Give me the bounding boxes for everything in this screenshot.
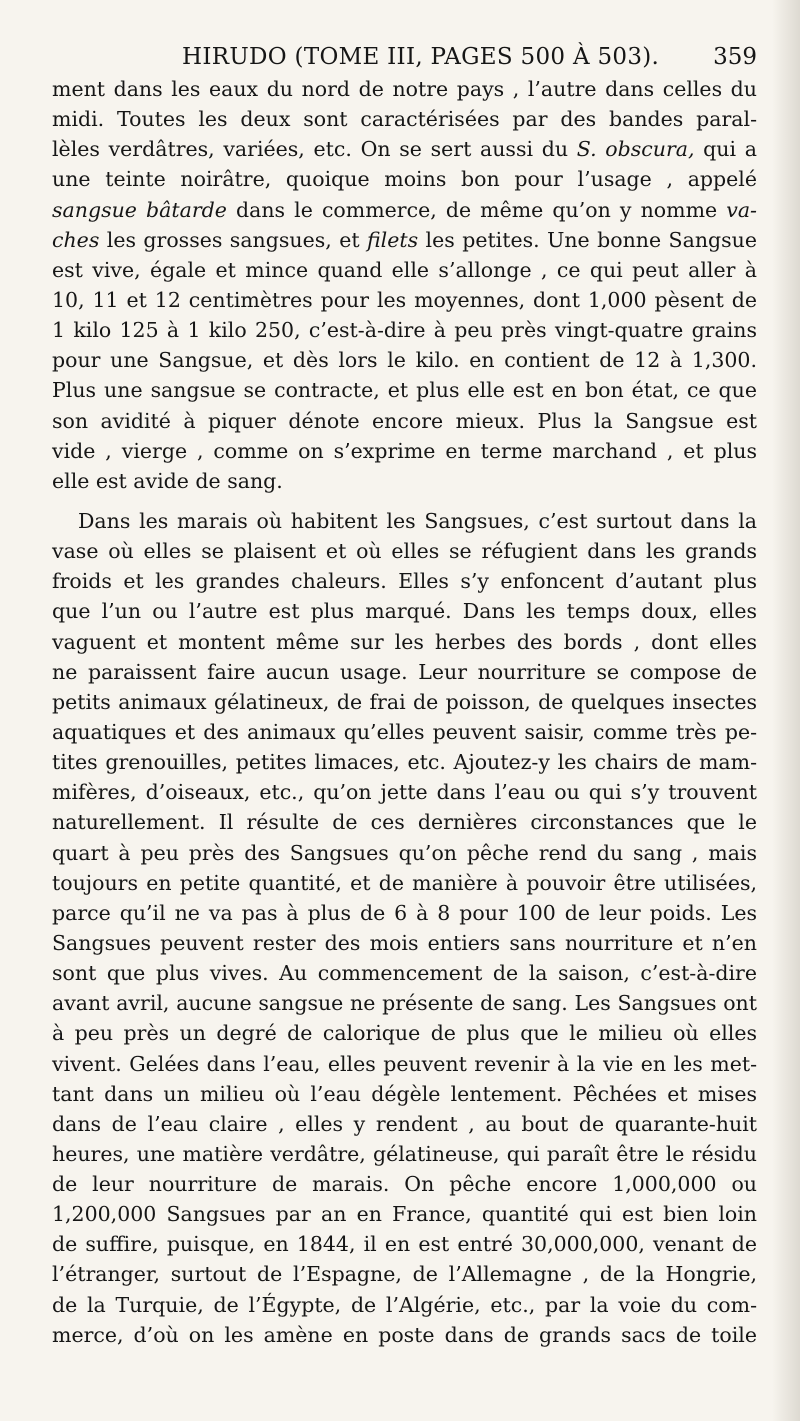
- running-title: HIRUDO (TOME III, PAGES 500 À 503).: [182, 44, 660, 70]
- text-run: avant avril, aucune sangsue ne présente de sang. Les Sangsues ont: [52, 991, 757, 1016]
- body-text: [52, 74, 757, 1350]
- text-run: parce qu’il ne va pas à plus de 6 à 8 pour 100 de leur poids. Les: [52, 900, 757, 925]
- text-line: [52, 898, 757, 928]
- text-line: [52, 1109, 757, 1139]
- text-line: [52, 777, 757, 807]
- text-run: vase où elles se plaisent et où elles se réfugient dans les grands: [52, 539, 757, 564]
- text-line: [52, 988, 757, 1018]
- text-run: toujours en petite quantité, et de manière à pouvoir être utilisées,: [52, 870, 757, 895]
- text-line: [52, 627, 757, 657]
- text-run: pour une Sangsue, et dès lors le kilo. en contient de 12 à 1,300.: [52, 348, 757, 373]
- text-line: [52, 596, 757, 626]
- text-line: [52, 1169, 757, 1199]
- text-line: [52, 436, 757, 466]
- text-line: [52, 566, 757, 596]
- text-run: froids et les grandes chaleurs. Elles s’y enfoncent d’autant plus: [52, 569, 757, 594]
- text-run: vaguent et montent même sur les herbes des bords , dont elles: [52, 629, 757, 654]
- text-run: lèles verdâtres, variées, etc. On se sert aussi du: [52, 137, 577, 162]
- text-run: vivent. Gelées dans l’eau, elles peuvent revenir à la vie en les met-: [52, 1051, 757, 1076]
- text-run: qui a: [694, 137, 757, 162]
- text-run: Dans les marais où habitent les Sangsues, c’est surtout dans la: [78, 508, 757, 533]
- text-line: [52, 285, 757, 315]
- text-line: [52, 1259, 757, 1289]
- text-run: midi. Toutes les deux sont caractérisées par des bandes paral-: [52, 107, 757, 132]
- text-run: est vive, égale et mince quand elle s’allonge , ce qui peut aller à: [52, 257, 757, 282]
- text-line: [52, 747, 757, 777]
- text-run: de la Turquie, de l’Égypte, de l’Algérie, etc., par la voie du com-: [52, 1292, 757, 1317]
- text-line: [52, 1049, 757, 1079]
- text-line: [52, 506, 757, 536]
- text-run: de suffire, puisque, en 1844, il en est entré 30,000,000, venant de: [52, 1232, 757, 1257]
- text-run: dans de l’eau claire , elles y rendent , au bout de quarante-huit: [52, 1111, 757, 1136]
- text-run: heures, une matière verdâtre, gélatineuse, qui paraît être le résidu: [52, 1141, 757, 1166]
- text-line: [52, 1199, 757, 1229]
- text-line: [52, 406, 757, 436]
- text-run: dans le commerce, de même qu’on y nomme: [226, 197, 727, 222]
- text-line: [52, 134, 757, 164]
- text-line: [52, 838, 757, 868]
- paragraph-gap: [52, 496, 757, 506]
- text-line: [52, 807, 757, 837]
- text-line: [52, 958, 757, 988]
- text-run: 1 kilo 125 à 1 kilo 250, c’est-à-dire à peu près vingt-quatre grains: [52, 318, 757, 343]
- text-line: [52, 345, 757, 375]
- text-line: [52, 1229, 757, 1259]
- text-line: [52, 104, 757, 134]
- text-line: [52, 1018, 757, 1048]
- text-line: [52, 536, 757, 566]
- italic-text-run: S. obscura,: [576, 137, 695, 162]
- text-run: ne paraissent faire aucun usage. Leur nourriture se compose de: [52, 659, 757, 684]
- text-line: [52, 1139, 757, 1169]
- text-run: les grosses sangsues, et: [99, 227, 367, 252]
- text-line: [52, 466, 757, 496]
- text-run: l’étranger, surtout de l’Espagne, de l’Allemagne , de la Hongrie,: [52, 1262, 757, 1287]
- text-run: quart à peu près des Sangsues qu’on pêche rend du sang , mais: [52, 840, 757, 865]
- text-line: [52, 928, 757, 958]
- text-run: Plus une sangsue se contracte, et plus elle est en bon état, ce que: [52, 378, 757, 403]
- text-run: tant dans un milieu où l’eau dégèle lentement. Pêchées et mises: [52, 1081, 757, 1106]
- text-run: une teinte noirâtre, quoique moins bon pour l’usage , appelé: [52, 167, 757, 192]
- text-line: [52, 1320, 757, 1350]
- text-line: [52, 717, 757, 747]
- text-line: [52, 315, 757, 345]
- text-run: 10, 11 et 12 centimètres pour les moyennes, dont 1,000 pèsent de: [52, 287, 757, 312]
- text-line: [52, 375, 757, 405]
- text-run: naturellement. Il résulte de ces dernières circonstances que le: [52, 810, 757, 835]
- text-run: merce, d’où on les amène en poste dans de grands sacs de toile: [52, 1322, 757, 1347]
- text-run: que l’un ou l’autre est plus marqué. Dans les temps doux, elles: [52, 599, 757, 624]
- text-line: [52, 687, 757, 717]
- text-run: les petites. Une bonne Sangsue: [418, 227, 758, 252]
- text-run: de leur nourriture de marais. On pêche encore 1,000,000 ou: [52, 1172, 757, 1197]
- text-run: elle est avide de sang.: [52, 468, 283, 493]
- text-run: à peu près un degré de calorique de plus que le milieu où elles: [52, 1021, 757, 1046]
- text-line: [52, 657, 757, 687]
- text-line: [52, 255, 757, 285]
- text-line: [52, 74, 757, 104]
- italic-text-run: va-: [726, 197, 757, 222]
- text-run: petits animaux gélatineux, de frai de poisson, de quelques insectes: [52, 689, 757, 714]
- page-number: 359: [713, 44, 757, 70]
- text-line: [52, 195, 757, 225]
- text-run: ment dans les eaux du nord de notre pays , l’autre dans celles du: [52, 77, 757, 101]
- text-line: [52, 225, 757, 255]
- text-line: [52, 164, 757, 194]
- italic-text-run: ches: [52, 227, 100, 252]
- text-run: 1,200,000 Sangsues par an en France, quantité qui est bien loin: [52, 1202, 757, 1227]
- text-run: sont que plus vives. Au commencement de la saison, c’est-à-dire: [52, 961, 757, 986]
- text-line: [52, 1079, 757, 1109]
- text-line: [52, 868, 757, 898]
- italic-text-run: sangsue bâtarde: [52, 197, 227, 222]
- page-gutter-shadow: [772, 0, 800, 1421]
- text-run: Sangsues peuvent rester des mois entiers sans nourriture et n’en: [52, 930, 757, 955]
- text-run: tites grenouilles, petites limaces, etc. Ajoutez-y les chairs de mam-: [52, 750, 757, 775]
- text-line: [52, 1290, 757, 1320]
- text-run: son avidité à piquer dénote encore mieux. Plus la Sangsue est: [52, 408, 757, 433]
- text-run: aquatiques et des animaux qu’elles peuvent saisir, comme très pe-: [52, 719, 757, 744]
- italic-text-run: filets: [367, 227, 419, 252]
- text-run: vide , vierge , comme on s’exprime en terme marchand , et plus: [52, 438, 757, 463]
- running-header: [52, 44, 757, 76]
- text-run: mifères, d’oiseaux, etc., qu’on jette dans l’eau ou qui s’y trouvent: [52, 780, 757, 805]
